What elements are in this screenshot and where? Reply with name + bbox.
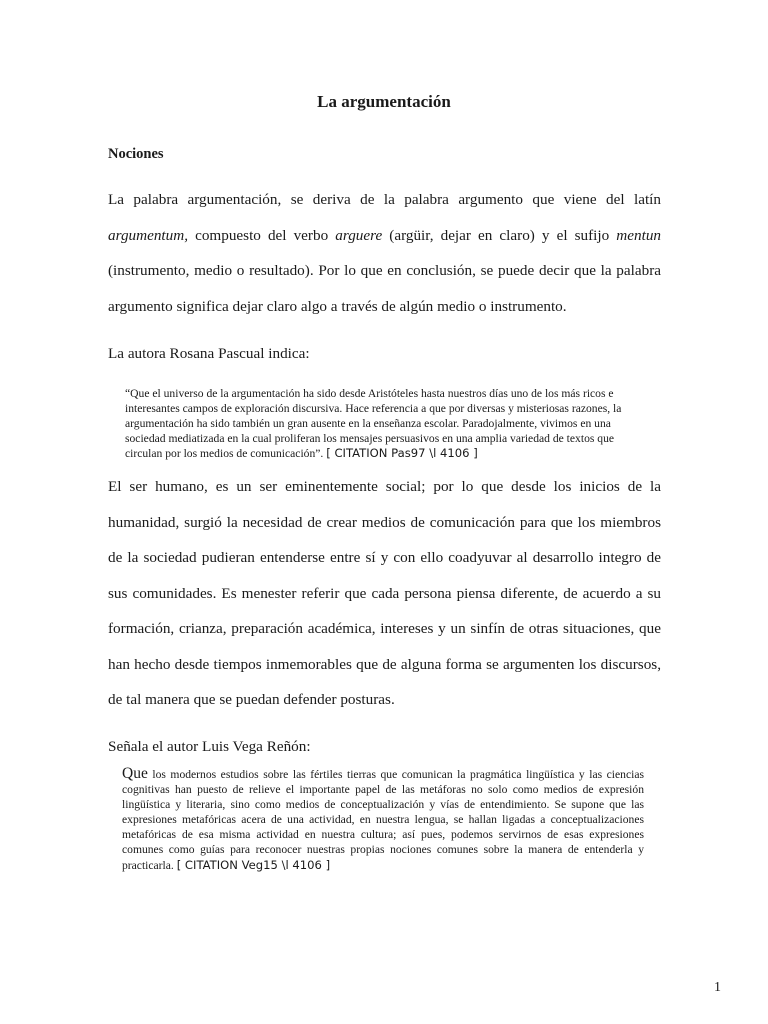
latin-verb: arguere xyxy=(335,226,383,244)
paragraph-text: (argüir, dejar en claro) y el sufijo xyxy=(382,226,617,244)
paragraph-human-social: El ser humano, es un ser eminentemente social; por lo que desde los inicios de la humanidad, surgió la necesidad de crear medios de comunicación para que los miembros de la sociedad pudieran entenderse entre sí y con ello coadyuvar al desarrollo integro de sus comunidades. Es menester referir que cada persona piensa diferente, de acuerdo a su formación, crianza, preparación académica, intereses y un sinfín de otras situaciones, que han hecho desde tiempos inmemorables que de alguna forma se argumenten los discursos, de tal manera que se puedan defender posturas. xyxy=(108,478,661,708)
latin-term: argumentum, xyxy=(108,226,189,244)
paragraph-text: La palabra argumentación, se deriva de la palabra argumento que viene del latín xyxy=(108,191,661,208)
paragraph-text: compuesto del verbo xyxy=(188,226,336,244)
paragraph-text: (instrumento, medio o resultado). Por lo que en conclusión, se puede decir que la palabra argumento significa dejar claro algo a través de algún medio o instrumento. xyxy=(108,262,661,315)
citation-field: [ CITATION Veg15 \l 4106 ] xyxy=(176,857,331,872)
quote-intro-pascual: La autora Rosana Pascual indica: xyxy=(108,345,310,362)
page-number: 1 xyxy=(714,980,721,995)
quote-lead-word: Que xyxy=(122,765,148,782)
block-quote-pascual xyxy=(125,386,643,461)
section-heading: Nociones xyxy=(108,146,164,162)
paragraph-definition xyxy=(108,182,661,324)
quote-intro-vega: Señala el autor Luis Vega Reñón: xyxy=(108,738,311,755)
quote-text: “Que el universo de la argumentación ha sido desde Aristóteles hasta nuestros días uno de los más ricos e interesantes campos de exploración discursiva. Hace referencia a que por diversas y misteriosas razones, la argumentación ha sido también un gran ausente en la enseñanza escolar. Paradojalmente, vivimos en una sociedad mediatizada en la cual proliferan los mensajes persuasivos en una amplia variedad de textos que circulan por los medios de comunicación”. xyxy=(125,387,622,461)
block-quote-vega xyxy=(122,766,644,873)
quote-text: los modernos estudios sobre las fértiles tierras que comunican la pragmática lingüística y las ciencias cognitivas han puesto de relieve el importante papel de las metáforas no solo como medios de expresión lingüística y literaria, sino como medios de conceptualización y vías de entendimiento. Se supone que las expresiones metafóricas acera de una actividad, en nuestra lengua, se hallan ligadas a conceptualizaciones metafóricas de esa misma actividad en nuestra cultura; así pues, podemos servirnos de esas expresiones comunes como guías para reconocer nuestras propias nociones comunes sobre la manera de entenderla y practicarla. xyxy=(122,768,644,872)
document-title: La argumentación xyxy=(317,92,451,111)
citation-field: [ CITATION Pas97 \l 4106 ] xyxy=(326,446,478,461)
latin-suffix: mentun xyxy=(616,226,662,244)
